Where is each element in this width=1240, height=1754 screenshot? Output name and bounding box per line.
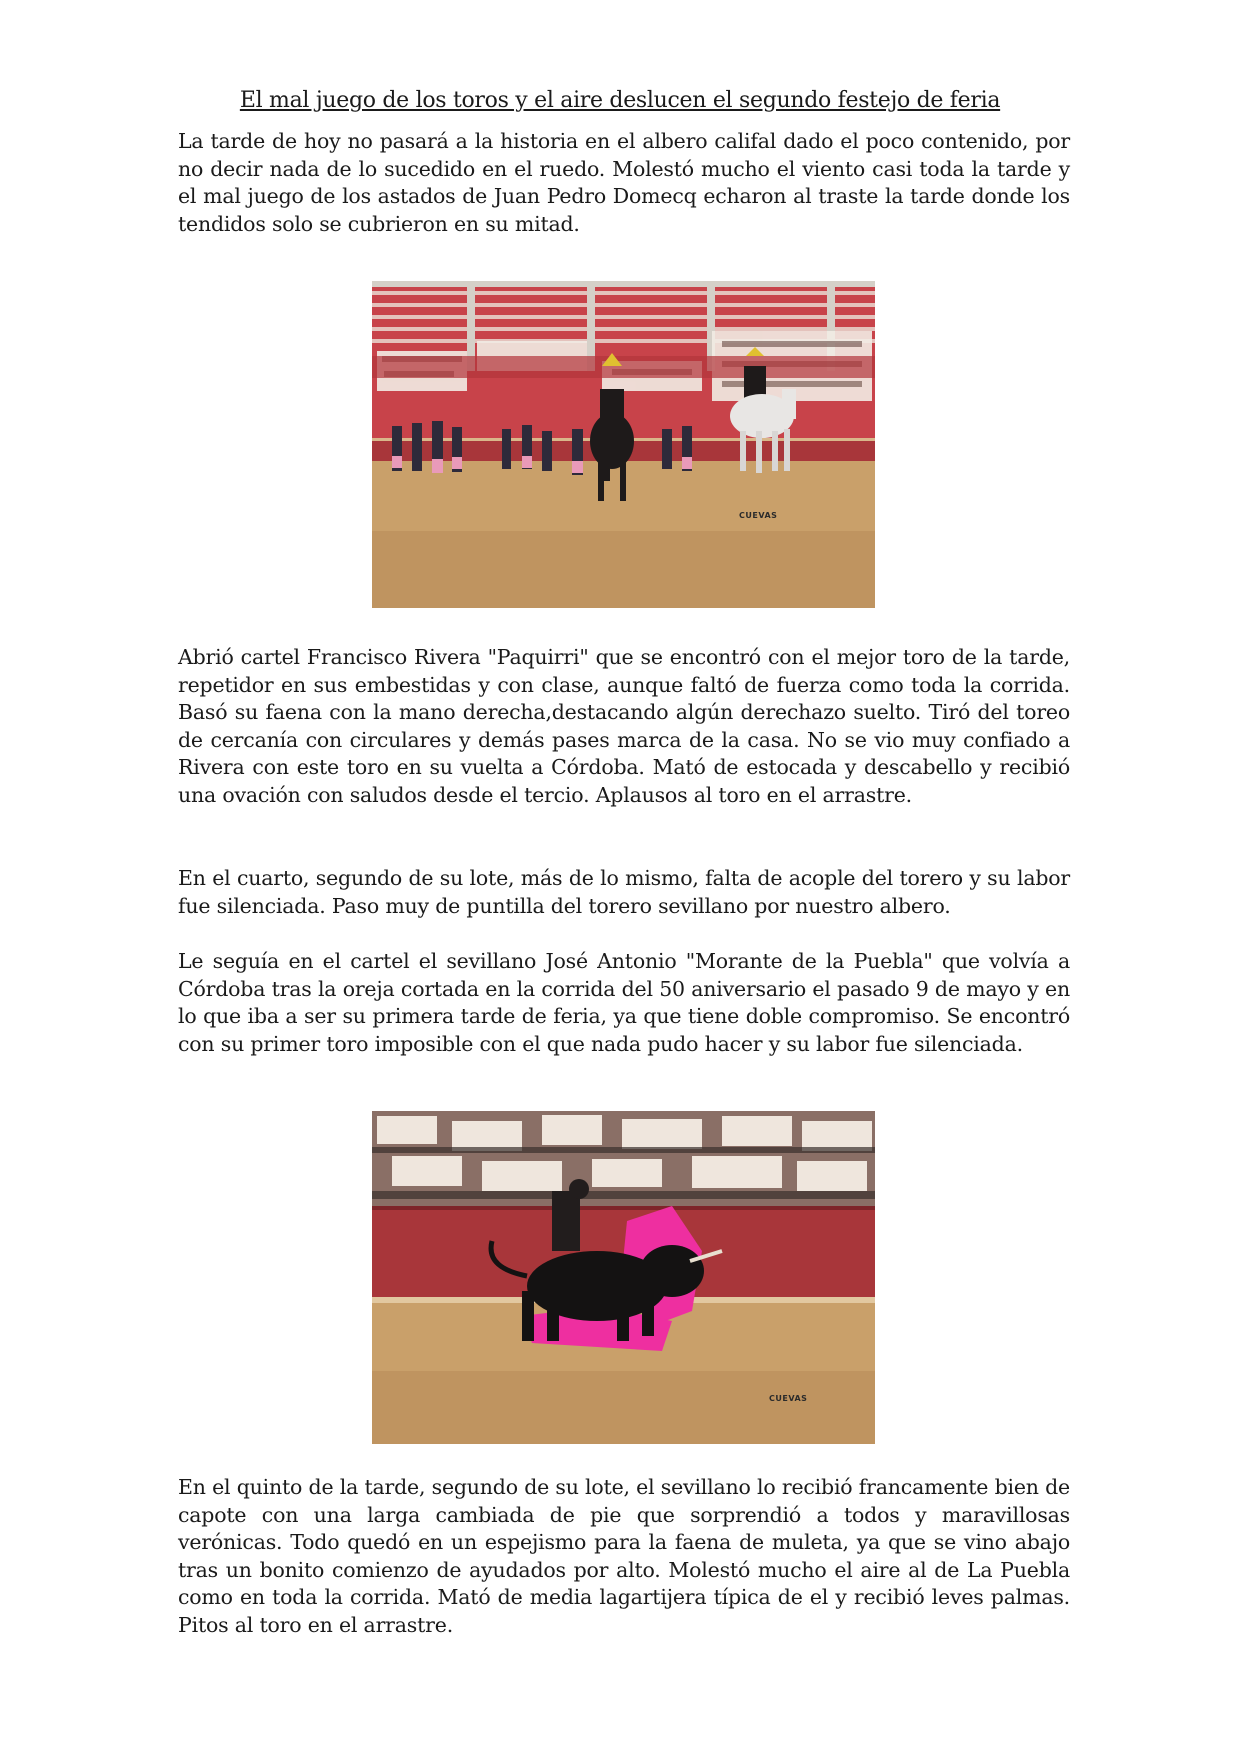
photo-paseillo <box>372 281 875 608</box>
photo-muleta <box>372 1111 875 1444</box>
paseillo-image <box>372 281 875 608</box>
paragraph-intro: La tarde de hoy no pasará a la historia en el albero califal dado el poco contenido, por no decir nada de lo sucedido en el ruedo. Molestó mucho el viento casi toda la tarde y el mal juego de los astados de Juan Pedro Domecq echaron al traste la tarde donde los tendidos solo se cubrieron en su mitad. <box>178 129 1070 236</box>
paragraph-paquirri: Abrió cartel Francisco Rivera "Paquirri" que se encontró con el mejor toro de la tarde, repetidor en sus embestidas y con clase, aunque faltó de fuerza como toda la corrida. Basó su faena con la mano derecha,destacando algún derechazo suelto. Tiró del toreo de cercanía con circulares y demás pases marca de la casa. No se vio muy confiado a Rivera con este toro en su vuelta a Córdoba. Mató de estocada y descabello y recibió una ovación con saludos desde el tercio. Aplausos al toro en el arrastre. <box>178 645 1070 807</box>
paragraph-quinto: En el quinto de la tarde, segundo de su lote, el sevillano lo recibió francamente bien de capote con una larga cambiada de pie que sorprendió a todos y maravillosas verónicas. Todo quedó en un espejismo para la faena de muleta, ya que se vino abajo tras un bonito comienzo de ayudados por alto. Molestó mucho el aire al de La Puebla como en toda la corrida. Mató de media lagartijera típica de el y recibió leves palmas. Pitos al toro en el arrastre. <box>178 1475 1070 1637</box>
article-title: El mal juego de los toros y el aire deslucen el segundo festejo de feria <box>239 88 1001 113</box>
paragraph-cuarto: En el cuarto, segundo de su lote, más de lo mismo, falta de acople del torero y su labor fue silenciada. Paso muy de puntilla del torero sevillano por nuestro albero. <box>178 866 1070 918</box>
paragraph-morante: Le seguía en el cartel el sevillano José Antonio "Morante de la Puebla" que volvía a Córdoba tras la oreja cortada en la corrida del 50 aniversario el pasado 9 de mayo y en lo que iba a ser su primera tarde de feria, ya que tiene doble compromiso. Se encontró con su primer toro imposible con el que nada pudo hacer y su labor fue silenciada. <box>178 949 1070 1056</box>
photo-credit: CUEVAS <box>739 511 778 520</box>
photo-credit: CUEVAS <box>769 1394 808 1403</box>
